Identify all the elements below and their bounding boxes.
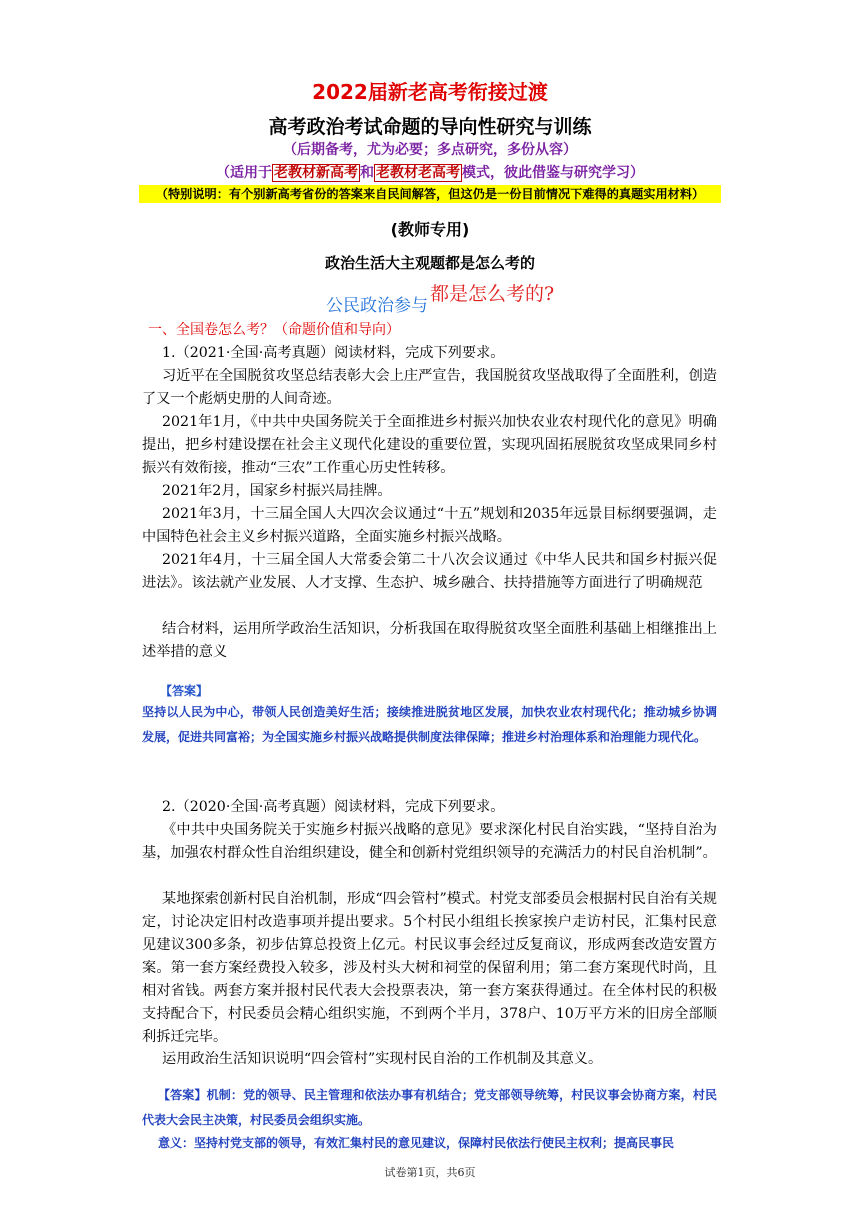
boxed-mode-new: 老教材新高考	[274, 165, 358, 181]
question-2-answer-1	[142, 1083, 717, 1133]
special-notice: （特别说明：有个别新高考省份的答案来自民间解答，但这仍是一份目前情况下难得的真题实用材料）	[139, 185, 721, 203]
question-1-para-5: 2021年4月，十三届全国人大常委会第二十八次会议通过《中华人民共和国乡村振兴促进法》。该法就产业发展、人才支撑、生态护、城乡融合、扶持措施等方面进行了明确规范	[142, 552, 717, 591]
topic-heading: 政治生活大主观题都是怎么考的	[324, 254, 535, 272]
question-2-answer-mechanism: 机制：党的领导、民主管理和依法办事有机结合；党支部领导统筹，村民议事会协商方案，村民代表大会民主决策，村民委员会组织实施。	[142, 1088, 717, 1127]
question-2-para-2: 某地探索创新村民自治机制，形成“四会管村”模式。村党支部委员会根据村民自治有关规定，讨论决定旧村改造事项并提出要求。5个村民小组组长挨家挨户走访村民，汇集村民意见建议300多条，初步估算总投资上亿元。村民议事会经过反复商议，形成两套改造安置方案。第一套方案经费投入较多，涉及村头大树和祠堂的保留利用；第二套方案现代时尚，且相对省钱。两套方案并报村民代表大会投票表决，第一套方案获得通过。在全体村民的积极支持配合下，村民委员会精心组织实施，不到两个半月，378户、10万平方米的旧房全部顺利拆迁完毕。	[142, 891, 717, 1045]
question-2-answer-tag: 【答案】	[158, 1088, 207, 1102]
question-1-para-1: 习近平在全国脱贫攻坚总结表彰大会上庄严宣告，我国脱贫攻坚战取得了全面胜利，创造了又一个彪炳史册的人间奇迹。	[142, 368, 717, 407]
question-2-para-1: 《中共中央国务院关于实施乡村振兴战略的意见》要求深化村民自治实践，“坚持自治为基，加强农村群众性自治组织建设，健全和创新村党组织领导的充满活力的村民自治机制”。	[142, 822, 717, 861]
applicability-suffix: 模式，彼此借鉴与研究学习）	[462, 165, 644, 181]
teacher-label: (教师专用)	[390, 220, 470, 239]
question-1-stem: 1.（2021·全国·高考真题）阅读材料，完成下列要求。	[162, 345, 505, 361]
question-1-para-4: 2021年3月，十三届全国人大四次会议通过“十五”规划和2035年远景目标纲要强调，走中国特色社会主义乡村振兴道路，全面实施乡村振兴战略。	[142, 506, 717, 545]
applicability-prefix: （适用于	[216, 165, 272, 181]
question-1-para-3: 2021年2月，国家乡村振兴局挂牌。	[162, 483, 392, 499]
boxed-mode-old: 老教材老高考	[376, 165, 460, 181]
subtitle-note: （后期备考，尤为必要；多点研究，多份从容）	[283, 142, 577, 158]
sub-title: 高考政治考试命题的导向性研究与训练	[268, 116, 592, 138]
how-exam-label: 都是怎么考的?	[430, 283, 555, 305]
section-heading: 一、全国卷怎么考？（命题价值和导向）	[148, 322, 400, 338]
main-title: 2022届新老高考衔接过渡	[312, 80, 548, 104]
civic-participation-label: 公民政治参与	[326, 296, 428, 316]
applicability-note	[0, 162, 860, 182]
question-2-para-3: 运用政治生活知识说明“四会管村”实现村民自治的工作机制及其意义。	[162, 1051, 603, 1067]
applicability-mid: 和	[360, 165, 374, 181]
page-footer: 试卷第1页，共6页	[384, 1166, 476, 1179]
question-2-stem: 2.（2020·全国·高考真题）阅读材料，完成下列要求。	[162, 799, 505, 815]
question-2-answer-2: 意义：坚持村党支部的领导，有效汇集村民的意见建议，保障村民依法行使民主权利；提高民事民	[158, 1136, 675, 1150]
question-1-para-2: 2021年1月，《中共中央国务院关于全面推进乡村振兴加快农业农村现代化的意见》明确提出，把乡村建设摆在社会主义现代化建设的重要位置，实现巩固拓展脱贫攻坚成果同乡村振兴有效衔接，推动“三农”工作重心历史性转移。	[142, 414, 717, 476]
question-1-para-6: 结合材料，运用所学政治生活知识，分析我国在取得脱贫攻坚全面胜利基础上相继推出上述举措的意义	[142, 621, 717, 660]
question-1-answer: 坚持以人民为中心，带领人民创造美好生活；接续推进脱贫地区发展，加快农业农村现代化；推动城乡协调发展，促进共同富裕；为全国实施乡村振兴战略提供制度法律保障；推进乡村治理体系和治理能力现代化。	[142, 705, 717, 744]
question-1-answer-tag: 【答案】	[160, 684, 209, 698]
